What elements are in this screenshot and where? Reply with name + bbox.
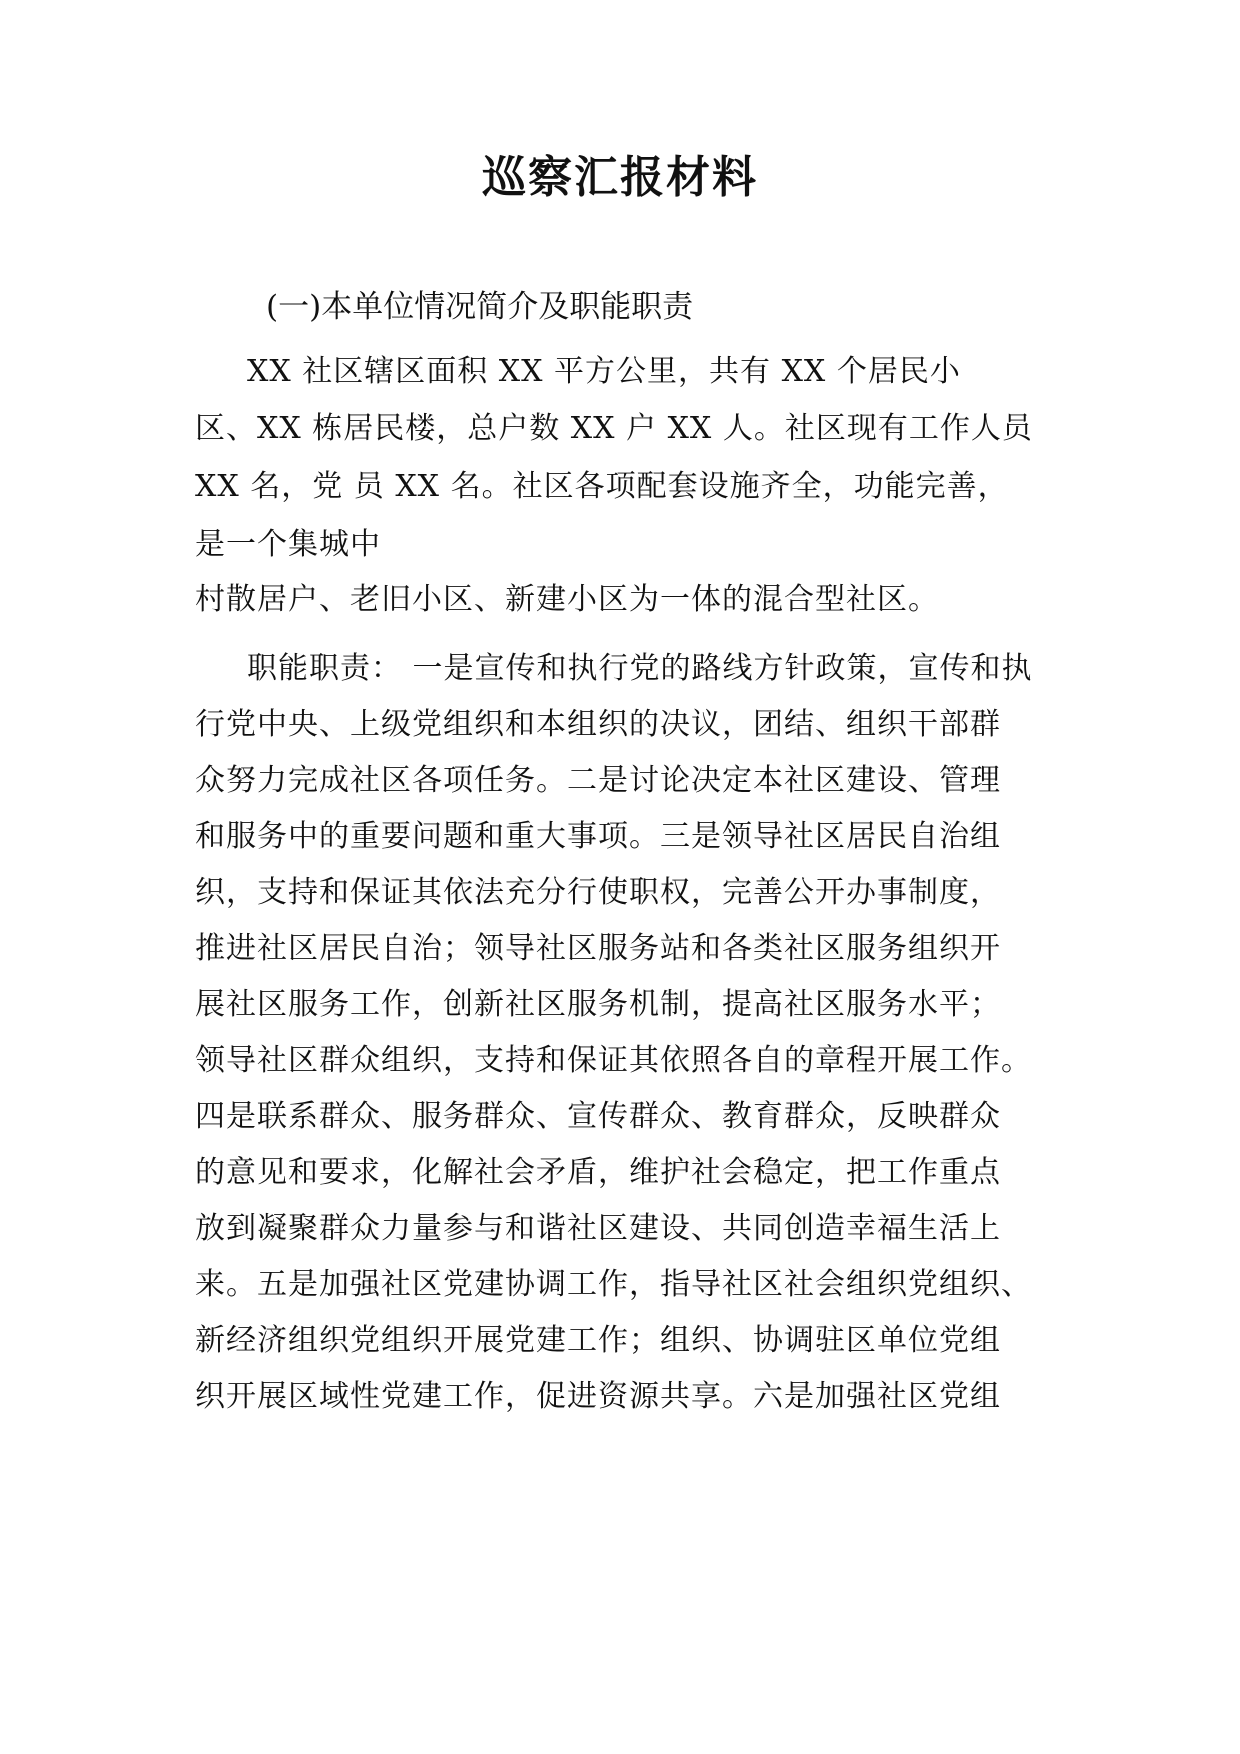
paragraph-line: 村散居户、老旧小区、新建小区为一体的混合型社区。 [195,582,939,617]
paragraph-line: XX 名，党 员 XX 名。社区各项配套设施齐全，功能完善， [195,469,1009,504]
paragraph-line: 新经济组织党组织开展党建工作；组织、协调驻区单位党组 [195,1323,1001,1358]
paragraph-line: 和服务中的重要问题和重大事项。三是领导社区居民自治组 [195,819,1001,854]
paragraph-line: 众努力完成社区各项任务。二是讨论决定本社区建设、管理 [195,763,1001,798]
paragraph-line: 区、XX 栋居民楼，总户数 XX 户 XX 人。社区现有工作人员 [195,411,1033,446]
paragraph-line: 织开展区域性党建工作，促进资源共享。六是加强社区党组 [195,1379,1001,1414]
paragraph-line: 行党中央、上级党组织和本组织的决议，团结、组织干部群 [195,707,1001,742]
paragraph-line: 职能职责： 一是宣传和执行党的路线方针政策，宣传和执 [247,651,1033,686]
paragraph-line: 四是联系群众、服务群众、宣传群众、教育群众，反映群众 [195,1099,1001,1134]
paragraph-line: 织，支持和保证其依法充分行使职权，完善公开办事制度， [195,875,1001,910]
document-title: 巡察汇报材料 [482,152,758,203]
paragraph-line: 展社区服务工作，创新社区服务机制，提高社区服务水平； [195,987,1001,1022]
paragraph-line: 是一个集城中 [195,527,381,562]
paragraph-line: 的意见和要求，化解社会矛盾，维护社会稳定，把工作重点 [195,1155,1001,1190]
section-heading: (一)本单位情况简介及职能职责 [266,289,694,325]
paragraph-line: 推进社区居民自治；领导社区服务站和各类社区服务组织开 [195,931,1001,966]
paragraph-line: 来。五是加强社区党建协调工作，指导社区社会组织党组织、 [195,1267,1032,1302]
paragraph-line: XX 社区辖区面积 XX 平方公里，共有 XX 个居民小 [247,354,961,389]
paragraph-line: 放到凝聚群众力量参与和谐社区建设、共同创造幸福生活上 [195,1211,1001,1246]
paragraph-line: 领导社区群众组织，支持和保证其依照各自的章程开展工作。 [195,1043,1032,1078]
